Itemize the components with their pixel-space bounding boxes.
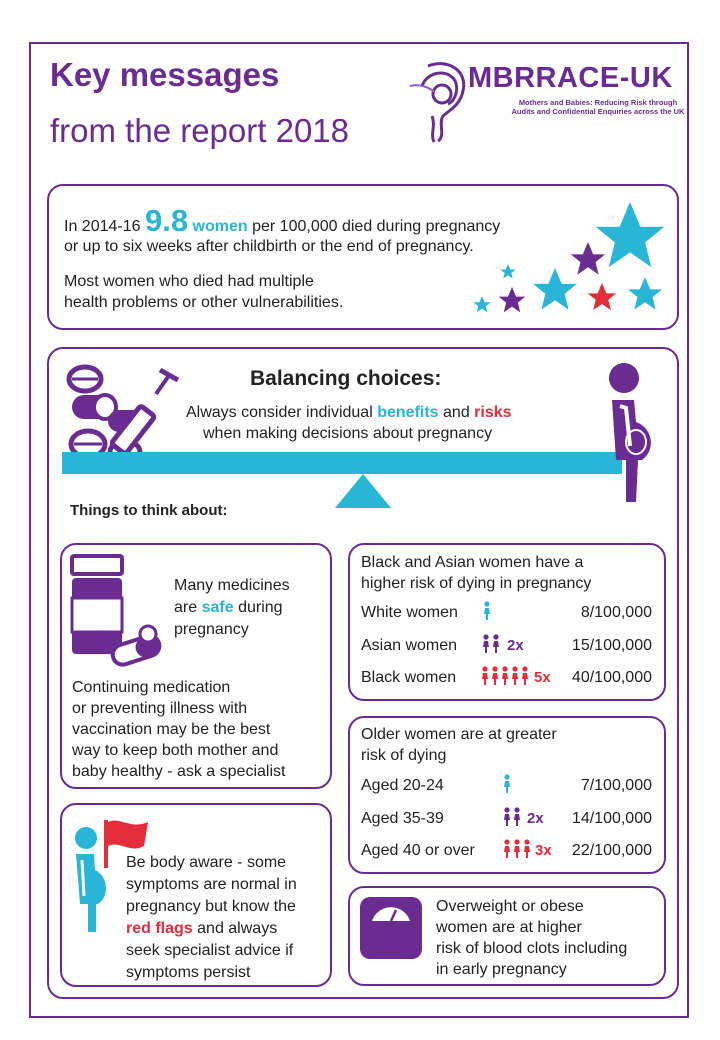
body-aware-line1: Be body aware - some (126, 854, 287, 871)
person-icon (502, 774, 512, 794)
stars-icon (460, 198, 675, 323)
age-row-value: 7/100,000 (580, 777, 652, 794)
medicines-line1: Many medicines (174, 577, 290, 594)
ethnicity-row-value: 40/100,000 (571, 669, 652, 686)
ethnicity-row-value: 8/100,000 (580, 604, 652, 621)
body-aware-line5: seek specialist advice if (126, 942, 294, 959)
ethnicity-row-multiplier: 5x (534, 669, 551, 686)
intro-line2: or up to six weeks after childbirth or the end of pregnancy. (64, 238, 474, 255)
person-icon (502, 839, 534, 859)
person-icon (481, 634, 503, 654)
age-row-label: Aged 20-24 (361, 777, 444, 794)
person-icon (482, 601, 492, 621)
ethnicity-heading-1: Black and Asian women have a (361, 554, 584, 571)
age-row-multiplier: 2x (527, 810, 544, 827)
balancing-subtext-1: Always consider individual benefits and risks (186, 404, 512, 421)
medicines-line2: are safe during (174, 599, 283, 616)
weight-line4: in early pregnancy (436, 961, 567, 978)
body-aware-line2: symptoms are normal in (126, 876, 297, 893)
medicines-body-4: way to keep both mother and (72, 742, 279, 759)
age-heading-1: Older women are at greater (361, 726, 557, 743)
pregnant-woman-icon (598, 360, 658, 508)
ethnicity-row-label: Asian women (361, 637, 458, 654)
medicines-body-2: or preventing illness with (72, 700, 248, 717)
page-subtitle: from the report 2018 (50, 112, 349, 149)
weight-line2: women are at higher (436, 919, 582, 936)
age-row-value: 22/100,000 (571, 842, 652, 859)
medicines-body-1: Continuing medication (72, 679, 231, 696)
things-to-think-about: Things to think about: (70, 502, 228, 519)
intro-line3: Most women who died had multiple (64, 273, 314, 290)
age-row-label: Aged 40 or over (361, 842, 475, 859)
medicines-line3: pregnancy (174, 621, 249, 638)
logo-name: MBRRACE-UK (468, 62, 673, 94)
weight-line3: risk of blood clots including (436, 940, 628, 957)
ethnicity-row-value: 15/100,000 (571, 637, 652, 654)
person-icon (502, 807, 524, 827)
weight-line1: Overweight or obese (436, 898, 584, 915)
ethnicity-heading-2: higher risk of dying in pregnancy (361, 575, 592, 592)
body-aware-line3: pregnancy but know the (126, 898, 296, 915)
body-aware-line4: red flags and always (126, 920, 278, 937)
intro-line1: In 2014-16 9.8 women per 100,000 died during pregnancy (64, 203, 501, 238)
balancing-subtext-2: when making decisions about pregnancy (203, 425, 493, 442)
intro-line4: health problems or other vulnerabilities. (64, 294, 344, 311)
page-title: Key messages (50, 56, 280, 93)
medicines-body-5: baby healthy - ask a specialist (72, 763, 286, 780)
ethnicity-row-label: White women (361, 604, 458, 621)
age-row-multiplier: 3x (535, 842, 552, 859)
ethnicity-row-multiplier: 2x (507, 637, 524, 654)
person-icon (480, 666, 532, 686)
death-rate: 9.8 (144, 203, 189, 238)
ethnicity-row-label: Black women (361, 669, 457, 686)
age-row-value: 14/100,000 (571, 810, 652, 827)
balancing-heading: Balancing choices: (250, 367, 442, 390)
body-aware-line6: symptoms persist (126, 964, 251, 981)
logo-subtitle: Mothers and Babies: Reducing Risk through Audits and Confidential Enquiries across the UK (511, 98, 685, 116)
age-heading-2: risk of dying (361, 747, 447, 764)
medicines-body-3: vaccination may be the best (72, 721, 271, 738)
capsule-icon (110, 624, 165, 670)
scale-icon (360, 897, 422, 959)
age-row-label: Aged 35-39 (361, 810, 444, 827)
